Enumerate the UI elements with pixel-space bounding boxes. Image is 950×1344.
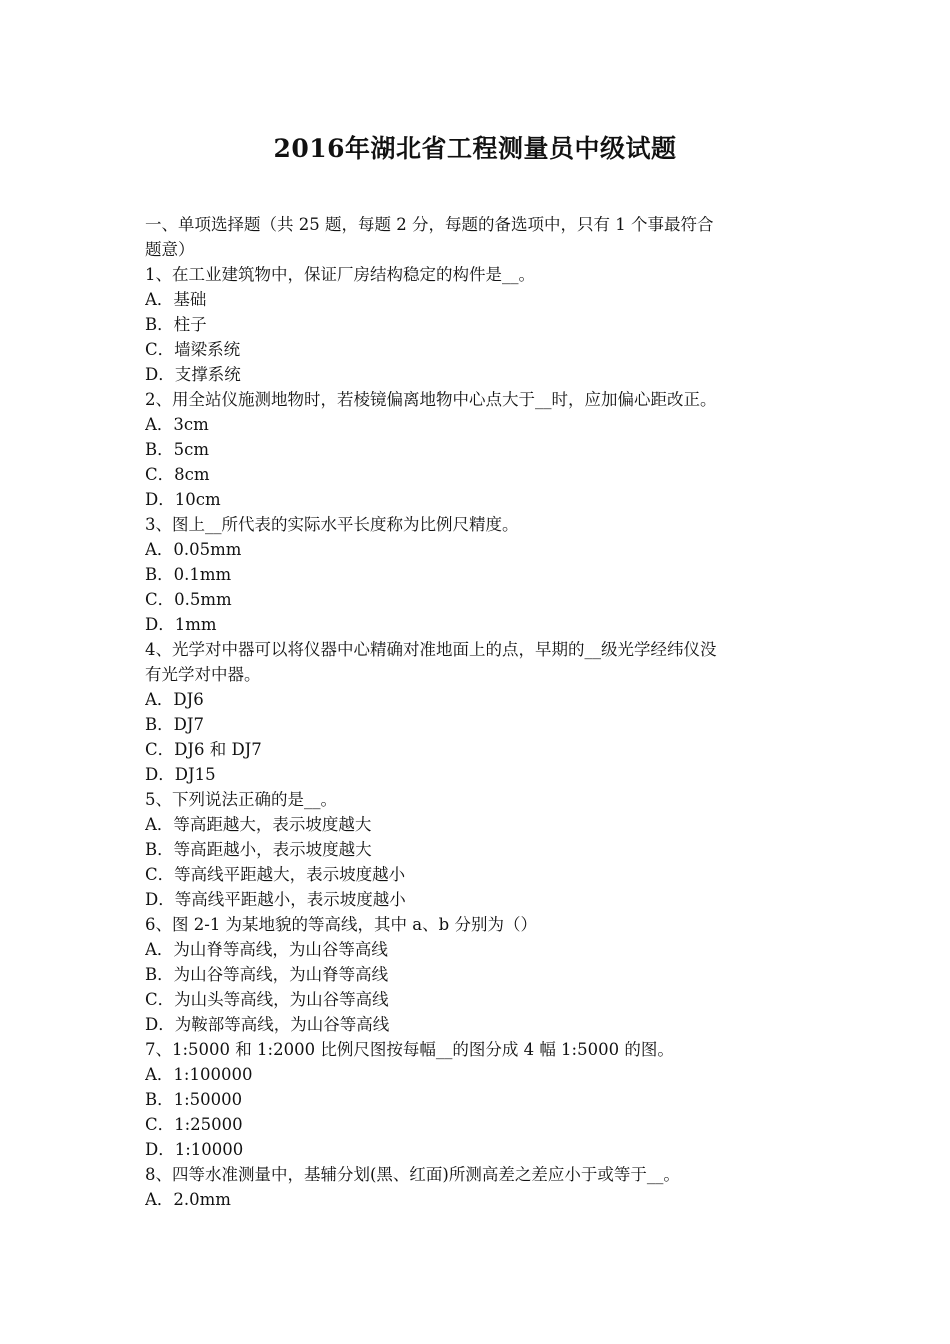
question-stem: 3、图上__所代表的实际水平长度称为比例尺精度。 bbox=[145, 515, 519, 534]
answer-option: A．等高距越大，表示坡度越大 bbox=[145, 815, 372, 834]
question-item bbox=[145, 262, 810, 387]
question-item bbox=[145, 912, 810, 1037]
question-item bbox=[145, 387, 810, 512]
question-stem: 8、四等水准测量中，基辅分划(黑、红面)所测高差之差应小于或等于__。 bbox=[145, 1165, 680, 1184]
question-stem: 2、用全站仪施测地物时，若棱镜偏离地物中心点大于__时，应加偏心距改正。 bbox=[145, 390, 717, 409]
question-stem: 6、图 2-1 为某地貌的等高线，其中 a、b 分别为（） bbox=[145, 915, 537, 934]
answer-option: C．1:25000 bbox=[145, 1115, 243, 1134]
question-stem: 有光学对中器。 bbox=[145, 665, 261, 684]
answer-option: C．为山头等高线，为山谷等高线 bbox=[145, 990, 389, 1009]
question-item bbox=[145, 512, 810, 637]
answer-option: A．基础 bbox=[145, 290, 207, 309]
question-item bbox=[145, 1037, 810, 1162]
answer-option: A．DJ6 bbox=[145, 690, 204, 709]
answer-option: B．柱子 bbox=[145, 315, 207, 334]
question-stem: 7、1:5000 和 1:2000 比例尺图按每幅__的图分成 4 幅 1:5000 的图。 bbox=[145, 1040, 674, 1059]
answer-option: D．支撑系统 bbox=[145, 365, 241, 384]
section-header: 一、单项选择题（共 25 题，每题 2 分，每题的备选项中，只有 1 个事最符合 bbox=[145, 215, 714, 234]
question-item bbox=[145, 787, 810, 912]
answer-option: D．等高线平距越小，表示坡度越小 bbox=[145, 890, 406, 909]
question-item bbox=[145, 1162, 810, 1212]
answer-option: A．2.0mm bbox=[145, 1190, 231, 1209]
answer-option: D．1mm bbox=[145, 615, 217, 634]
question-stem: 5、下列说法正确的是__。 bbox=[145, 790, 337, 809]
answer-option: A．3cm bbox=[145, 415, 209, 434]
answer-option: B．DJ7 bbox=[145, 715, 204, 734]
answer-option: D．DJ15 bbox=[145, 765, 216, 784]
answer-option: B．1:50000 bbox=[145, 1090, 243, 1109]
answer-option: A．0.05mm bbox=[145, 540, 242, 559]
section-header-cont: 题意） bbox=[145, 240, 195, 259]
document-body bbox=[145, 212, 810, 1212]
answer-option: C．等高线平距越大，表示坡度越小 bbox=[145, 865, 406, 884]
answer-option: D．1:10000 bbox=[145, 1140, 244, 1159]
answer-option: C．墙梁系统 bbox=[145, 340, 241, 359]
answer-option: A．为山脊等高线，为山谷等高线 bbox=[145, 940, 388, 959]
question-stem: 4、光学对中器可以将仪器中心精确对准地面上的点，早期的__级光学经纬仪没 bbox=[145, 640, 717, 659]
answer-option: B．5cm bbox=[145, 440, 210, 459]
document-title: 2016年湖北省工程测量员中级试题 bbox=[273, 134, 677, 163]
answer-option: A．1:100000 bbox=[145, 1065, 253, 1084]
question-list bbox=[145, 262, 810, 1212]
answer-option: C．8cm bbox=[145, 465, 210, 484]
answer-option: C．DJ6 和 DJ7 bbox=[145, 740, 262, 759]
answer-option: B．等高距越小，表示坡度越大 bbox=[145, 840, 372, 859]
answer-option: D．10cm bbox=[145, 490, 221, 509]
answer-option: C．0.5mm bbox=[145, 590, 232, 609]
answer-option: D．为鞍部等高线，为山谷等高线 bbox=[145, 1015, 390, 1034]
question-item bbox=[145, 637, 810, 787]
question-stem: 1、在工业建筑物中，保证厂房结构稳定的构件是__。 bbox=[145, 265, 535, 284]
answer-option: B．为山谷等高线，为山脊等高线 bbox=[145, 965, 389, 984]
answer-option: B．0.1mm bbox=[145, 565, 232, 584]
